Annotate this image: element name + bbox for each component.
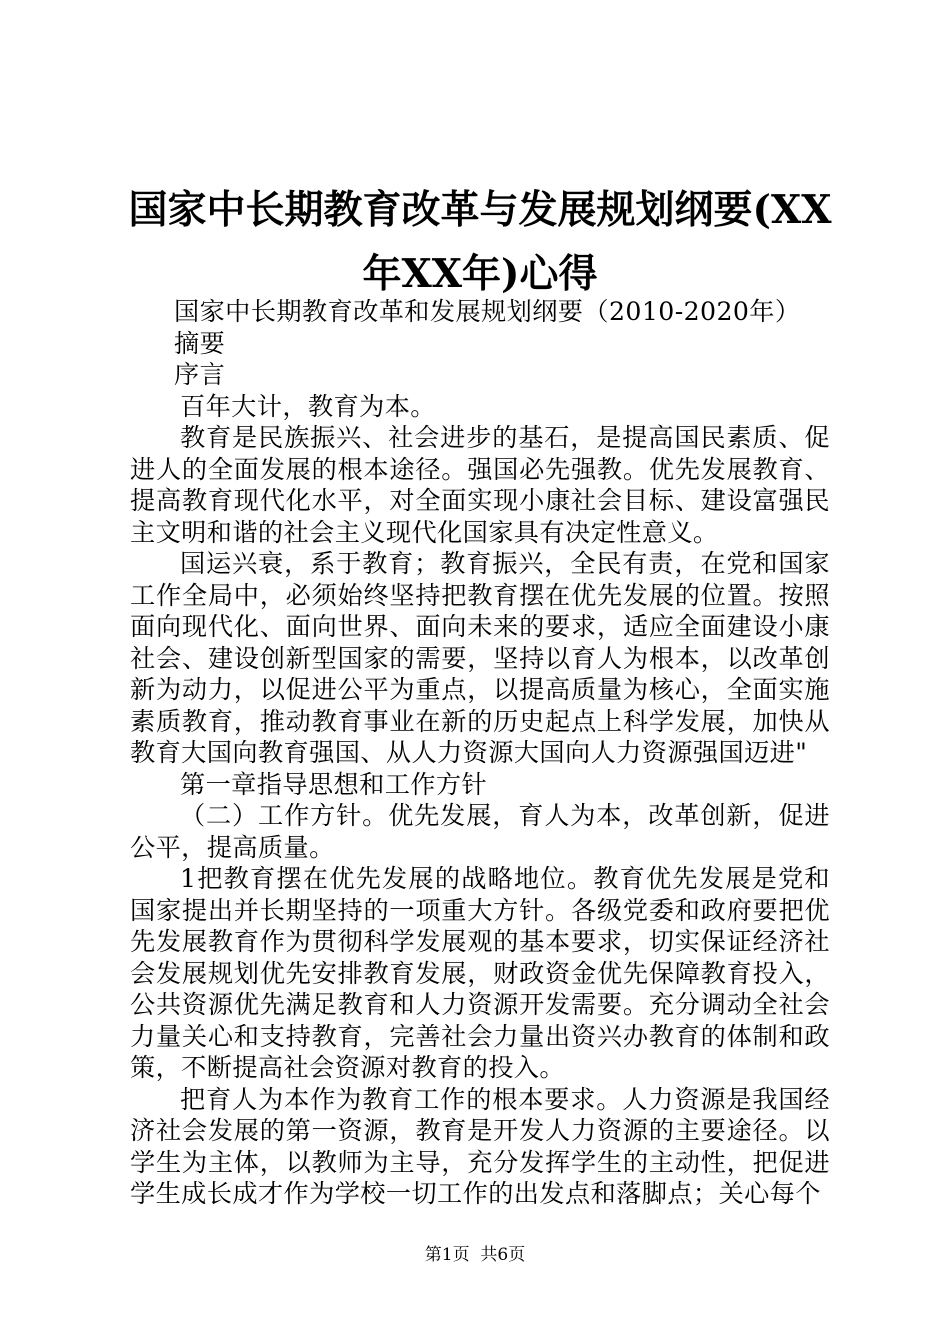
paragraph-2: 教育是民族振兴、社会进步的基石，是提高国民素质、促进人的全面发展的根本途径。强国必先强教。优先发展教育、提高教育现代化水平，对全面实现小康社会目标、建设富强民主文明和谐的社会主义现代化国家具有决定性意义。 (130, 423, 830, 547)
paragraph-3: 国运兴衰，系于教育；教育振兴，全民有责，在党和国家工作全局中，必须始终坚持把教育摆在优先发展的位置。按照面向现代化、面向世界、面向未来的要求，适应全面建设小康社会、建设创新型国家的需要，坚持以育人为根本，以改革创新为动力，以促进公平为重点，以提高质量为核心，全面实施素质教育，推动教育事业在新的历史起点上科学发展，加快从教育大国向教育强国、从人力资源大国向人力资源强国迈进" (130, 549, 830, 767)
chapter-heading: 第一章指导思想和工作方针 (180, 769, 488, 799)
page-number: 第1页 (424, 1245, 470, 1265)
paragraph-5: 1把教育摆在优先发展的战略地位。教育优先发展是党和国家提出并长期坚持的一项重大方针。各级党委和政府要把优先发展教育作为贯彻科学发展观的基本要求，切实保证经济社会发展规划优先安排教育发展，财政资金优先保障教育投入，公共资源优先满足教育和人力资源开发需要。充分调动全社会力量关心和支持教育，完善社会力量出资兴办教育的体制和政策，不断提高社会资源对教育的投入。 (130, 864, 830, 1082)
page-total: 共6页 (480, 1245, 526, 1265)
paragraph-preface-heading: 序言 (174, 360, 226, 389)
document-title: 国家中长期教育改革与发展规划纲要(XX年XX年)心得 (128, 187, 832, 297)
paragraph-6: 把育人为本作为教育工作的根本要求。人力资源是我国经济社会发展的第一资源，教育是开发人力资源的主要途径。以学生为主体，以教师为主导，充分发挥学生的主动性，把促进学生成长成才作为学校一切工作的出发点和落脚点；关心每个 (130, 1084, 830, 1208)
paragraph-4: （二）工作方针。优先发展，育人为本，改革创新，促进公平，提高质量。 (130, 801, 830, 862)
document-body (130, 296, 830, 1210)
paragraph-abstract-heading: 摘要 (174, 328, 226, 358)
page-footer (0, 1244, 950, 1266)
paragraph-1: 百年大计，教育为本。 (180, 391, 436, 421)
paragraph-subtitle: 国家中长期教育改革和发展规划纲要（2010-2020年） (174, 297, 801, 326)
